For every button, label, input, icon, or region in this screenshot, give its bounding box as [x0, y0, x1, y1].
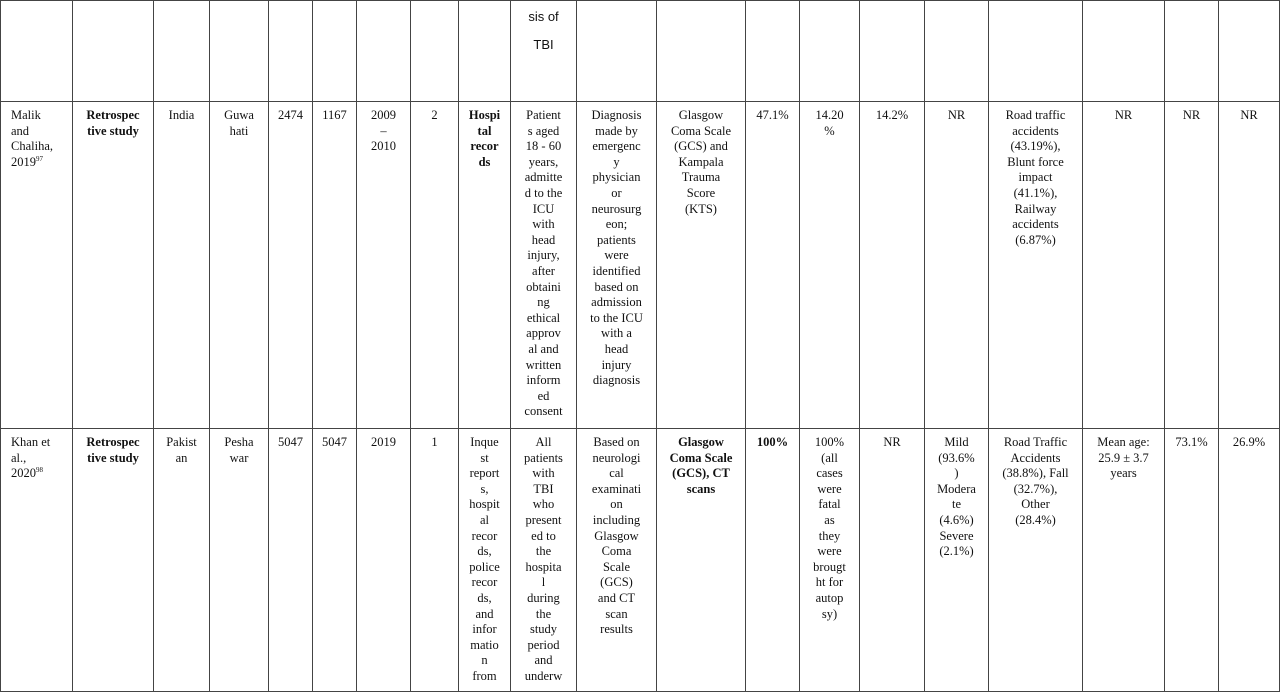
city-cell: Pesha war [210, 429, 269, 692]
mortality-cell: 14.20 % [800, 102, 860, 429]
data-source-cell: Inque st report s, hospit al recor ds, police recor ds, and infor matio n from [459, 429, 511, 692]
header-text-line: sis of [528, 9, 559, 24]
study-cell: Malik and Chaliha, 2019$^{97}$ [1, 102, 73, 429]
inclusion-cell: Patient s aged 18 - 60 years, admitte d to the ICU with head injury, after obtaini ng ethical approv al and written inform ed consent [511, 102, 577, 429]
mechanism-cell: Road Traffic Accidents (38.8%), Fall (32.7%), Other (28.4%) [989, 429, 1083, 692]
table-row [1, 429, 1280, 692]
age-cell: NR [1083, 102, 1165, 429]
prevalence-cell: 100% [746, 429, 800, 692]
n-total-cell: 5047 [269, 429, 313, 692]
n-tbi-cell: 1167 [313, 102, 357, 429]
centers-cell: 1 [411, 429, 459, 692]
inclusion-cell: All patients with TBI who present ed to the hospita l during the study period and underw [511, 429, 577, 692]
design-cell: Retrospec tive study [73, 429, 154, 692]
n-tbi-cell: 5047 [313, 429, 357, 692]
male-cell: NR [1165, 102, 1219, 429]
diagnosis-cell: Based on neurologi cal examinati on including Glasgow Coma Scale (GCS) and CT scan results [577, 429, 657, 692]
study-cell: Khan et al., 2020$^{98}$ [1, 429, 73, 692]
design-cell: Retrospec tive study [73, 102, 154, 429]
reference-superscript: 97 [36, 154, 43, 163]
tools-cell: Glasgow Coma Scale (GCS) and Kampala Trauma Score (KTS) [657, 102, 746, 429]
n-total-cell: 2474 [269, 102, 313, 429]
severity-cell: NR [925, 102, 989, 429]
mechanism-cell: Road traffic accidents (43.19%), Blunt force impact (41.1%), Railway accidents (6.87%) [989, 102, 1083, 429]
rate-cell: 14.2% [860, 102, 925, 429]
reference-superscript: 98 [36, 466, 43, 475]
country-cell: Pakist an [154, 429, 210, 692]
country-cell: India [154, 102, 210, 429]
male-cell: 73.1% [1165, 429, 1219, 692]
header-text-line: TBI [533, 37, 554, 52]
centers-cell: 2 [411, 102, 459, 429]
rate-cell: NR [860, 429, 925, 692]
mortality-cell: 100% (all cases were fatal as they were brougt ht for autop sy) [800, 429, 860, 692]
female-cell: NR [1219, 102, 1280, 429]
tools-cell: Glasgow Coma Scale (GCS), CT scans [657, 429, 746, 692]
diagnosis-cell: Diagnosis made by emergenc y physician or neurosurg eon; patients were identified based on admission to the ICU with a head injury diagnosis [577, 102, 657, 429]
header-cell-inclusion [511, 1, 577, 102]
period-cell: 2019 [357, 429, 411, 692]
prevalence-cell: 47.1% [746, 102, 800, 429]
data-source-cell: Hospi tal recor ds [459, 102, 511, 429]
table-row [1, 102, 1280, 429]
city-cell: Guwa hati [210, 102, 269, 429]
female-cell: 26.9% [1219, 429, 1280, 692]
period-cell: 2009 – 2010 [357, 102, 411, 429]
severity-cell: Mild (93.6% ) Modera te (4.6%) Severe (2.1%) [925, 429, 989, 692]
age-cell: Mean age: 25.9 ± 3.7 years [1083, 429, 1165, 692]
header-continuation-row [1, 1, 1280, 102]
